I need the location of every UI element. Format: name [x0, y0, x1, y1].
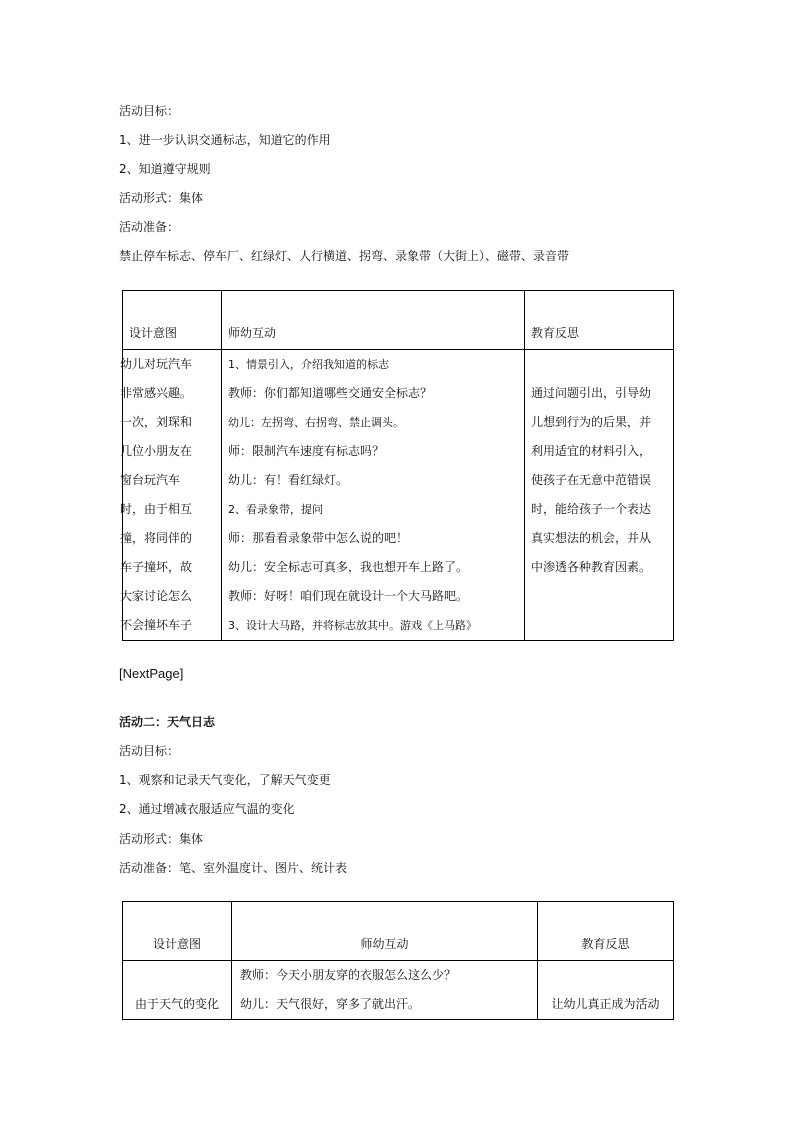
activity-form: 活动形式：集体 — [119, 191, 204, 205]
interaction-line: 3、设计大马路，并将标志放其中。游戏《上马路》 — [228, 619, 477, 632]
header-design: 设计意图 — [123, 291, 222, 350]
interaction-line: 教师：你们都知道哪些交通安全标志？ — [228, 386, 433, 400]
activity-table-2 — [122, 901, 674, 1020]
prep-title: 活动准备： — [119, 220, 180, 234]
interaction-line: 教师：好呀！咱们现在就设计一个大马路吧。 — [228, 589, 469, 603]
design-line: 不会撞坏车子 — [120, 618, 193, 632]
goal-item-2-1: 1、观察和记录天气变化，了解天气变更 — [119, 773, 331, 787]
interaction-line-2: 幼儿：天气很好，穿多了就出汗。 — [240, 997, 421, 1011]
reflection-line: 通过问题引出，引导幼 — [531, 386, 652, 400]
design-line: 幼儿对玩汽车 — [120, 357, 193, 371]
design-line: 几位小朋友在 — [120, 444, 193, 458]
reflection-line: 利用适宜的材料引入， — [531, 444, 652, 458]
interaction-line: 师：那看看录象带中怎么说的吧！ — [228, 531, 409, 545]
design-line: 窗台玩汽车 — [120, 473, 181, 487]
reflection-line: 时，能给孩子一个表达 — [531, 502, 652, 516]
interaction-line: 幼儿：有！看红绿灯。 — [228, 473, 349, 487]
prep-2: 活动准备：笔、室外温度计、图片、统计表 — [119, 861, 348, 875]
header-interaction-2: 师幼互动 — [232, 902, 538, 961]
design-text-2: 由于天气的变化 — [134, 997, 219, 1011]
reflection-line: 使孩子在无意中范错误 — [531, 473, 652, 487]
goal-title: 活动目标： — [119, 104, 180, 118]
goal-item-2-2: 2、通过增减衣服适应气温的变化 — [119, 802, 295, 816]
design-line: 非常感兴趣。 — [120, 386, 193, 400]
interaction-line: 幼儿：左拐弯、右拐弯、禁止调头。 — [228, 416, 404, 429]
goal-title-2: 活动目标： — [119, 744, 180, 758]
header-reflection: 教育反思 — [525, 291, 674, 350]
reflection-cell — [525, 350, 674, 641]
header-design-2: 设计意图 — [123, 902, 232, 961]
section-2-title: 活动二：天气日志 — [119, 715, 216, 729]
next-page-marker: [NextPage] — [119, 666, 184, 681]
design-line: 撞，将同伴的 — [120, 531, 193, 545]
reflection-line: 儿想到行为的后果，并 — [531, 415, 652, 429]
reflection-text-2: 让幼儿真正成为活动 — [551, 997, 660, 1011]
header-interaction: 师幼互动 — [222, 291, 525, 350]
interaction-line: 师：限制汽车速度有标志吗？ — [228, 444, 385, 458]
prep-items: 禁止停车标志、停车厂、红绿灯、人行横道、拐弯、录象带（大街上）、磁带、录音带 — [119, 249, 570, 263]
activity-form-2: 活动形式：集体 — [119, 832, 204, 846]
design-cell-2 — [123, 961, 232, 1020]
interaction-line: 1、情景引入，介绍我知道的标志 — [228, 358, 389, 371]
goal-item-2: 2、知道遵守规则 — [119, 162, 211, 176]
interaction-line-2: 教师：今天小朋友穿的衣服怎么这么少？ — [240, 968, 457, 982]
interaction-cell — [222, 350, 525, 641]
design-line: 一次，刘琛和 — [120, 415, 193, 429]
design-line: 时，由于相互 — [120, 502, 193, 516]
reflection-line: 中渗透各种教育因素。 — [531, 560, 652, 574]
goal-item-1: 1、进一步认识交通标志，知道它的作用 — [119, 133, 331, 147]
design-line: 大家讨论怎么 — [120, 589, 193, 603]
reflection-cell-2 — [538, 961, 674, 1020]
design-cell — [120, 350, 222, 641]
reflection-line: 真实想法的机会，并从 — [531, 531, 652, 545]
interaction-cell-2 — [232, 961, 538, 1020]
design-line: 车子撞坏，故 — [120, 560, 193, 574]
activity-table-1 — [122, 290, 674, 641]
interaction-line: 2、看录象带，提问 — [228, 503, 323, 516]
header-reflection-2: 教育反思 — [538, 902, 674, 961]
interaction-line: 幼儿：安全标志可真多，我也想开车上路了。 — [228, 560, 469, 574]
